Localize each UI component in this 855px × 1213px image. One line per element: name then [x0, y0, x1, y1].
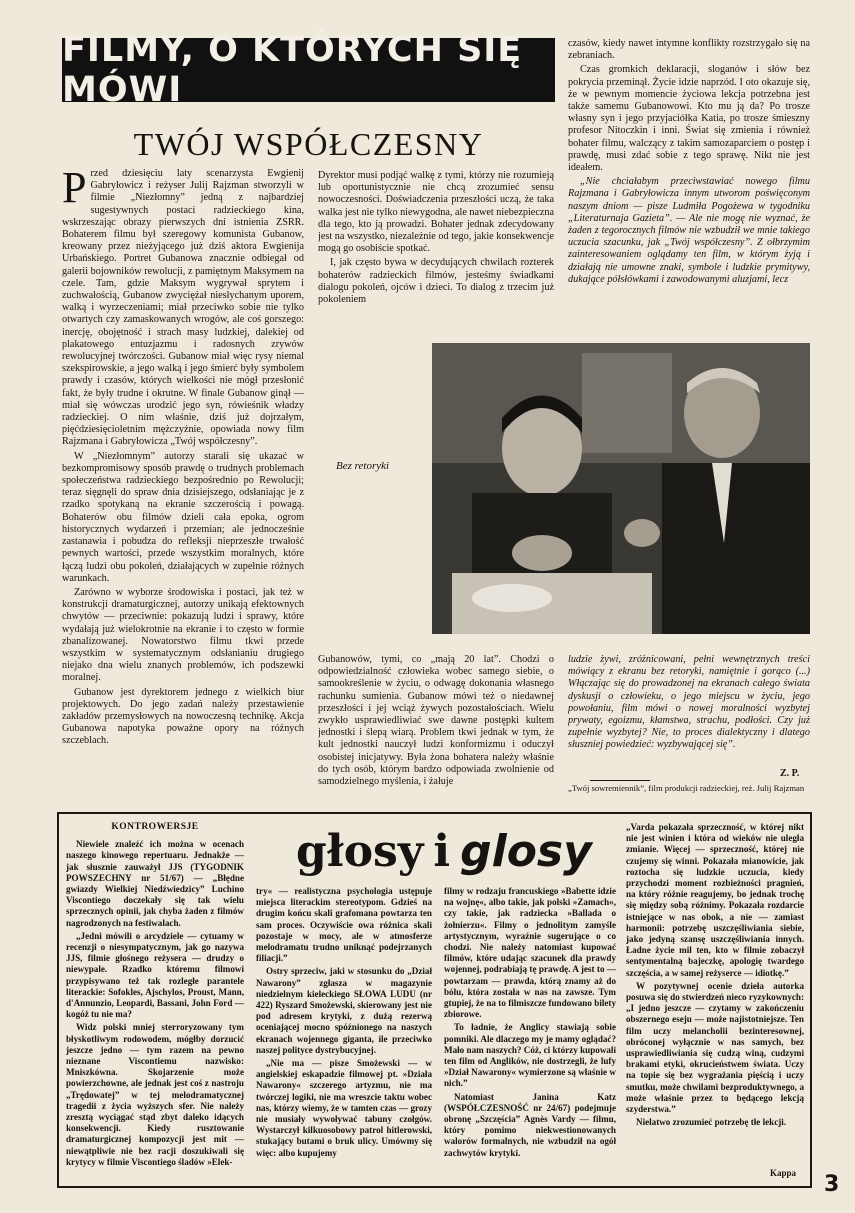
kontrowersje-heading: KONTROWERSJE [111, 822, 199, 832]
paragraph: To ładnie, że Anglicy stawiają sobie pomniki. Ale dlaczego my je mamy oglądać? Mało nam naszych? Cóż, ci którzy kupowali ten film od Anglików, nie dostrzegli, że lufy »Dział Nawarony« wymierzone są właśnie w nich.” [444, 1022, 616, 1089]
glosy-column-1 [66, 822, 244, 1178]
paragraph: Ostry sprzeciw, jaki w stosunku do „Dział Nawarony” zgłasza w magazynie niedzielnym kieleckiego SŁOWA LUDU (nr 422) Ryszard Smożewski, skierowany jest nie pod adresem krytyki, z dużą rezerwą oceniającej mocno spóźnionego na naszych ekranach wojennego giganta, ile przeciwko naszej polityce dystrybucyjnej. [256, 966, 432, 1055]
glosy-column-2 [256, 886, 432, 1178]
paragraph: Natomiast Janina Katz (WSPÓŁCZESNOŚĆ nr 24/67) podejmuje obronę „Szczęścia” Agnès Vardy — filmu, który pomimo niekwestionowanych walorów formalnych, nie wzbudził na ogół zachwytów krytyki. [444, 1091, 616, 1158]
glosy-signature: Kappa [770, 1168, 797, 1178]
photo-caption: Bez retoryki [336, 460, 390, 472]
glosy-column-3 [444, 886, 616, 1178]
article-column-2-top [318, 170, 554, 340]
author-signature: Z. P. [780, 768, 800, 779]
section-banner: FILMY, O KTÓRYCH SIĘ MÓWI [62, 38, 555, 102]
quote-paragraph: ludzie żywi, zróżnicowani, pełni wewnętrznych treści mówiący z ekranu bez retoryki, namiętnie i gorąco (...) Włączając się do prowadzonej na ekranach całego świata dyskusji o człowieku, o jego miejscu w życiu, jego powołaniu, film mówi o nowej moralności wyzbytej prywaty, egoizmu, kłamstwa, strachu, podłości. Czy już zupełnie wyzbytej? Nie, to proces dialektyczny i dlatego słuszniej powiedzieć: wyzbywającej się”. [568, 654, 810, 751]
quote-paragraph: „Nie chciałabym przeciwstawiać nowego filmu Rajzmana i Gabryłowicza innym utworom poświęconym naszym dniom — pisze Ludmiła Pogożewa w tygodniku „Literaturnaja Gazieta”. — Ale nie mogę nie wyznać, że żaden z tegorocznych filmów nie wzbudził we mnie takiego uczucia szacunku, jak „Twój współczesny”. Z ołbrzymim zainteresowaniem oglądamy ten film, w którym żyją i działają nie umowne znaki, symbole i ludzkie prymitywy, dukające półsłówkami i zawodowanymi aluzjami, lecz [568, 176, 810, 285]
paragraph: W „Niezłomnym” autorzy starali się ukazać w bezkompromisowy sposób prawdę o trudnych problemach społeczeństwa radzieckiego bezpośrednio po Rewolucji; teraz sięgnęli do spraw dnia dzisiejszego, odsłaniając je z rzadko spotykaną na ekranie szczerością i powagą. Bohaterów obu filmów dzieli cała epoka, ogrom historycznych wydarzeń i przemian; ale jednocześnie zastanawia i pobudza do refleksji nieprzeszłe trwałość pewnych wartości, przede wszystkim moralnych, które łączą ludzi obu pokoleń, działających w zupełnie różnych warunkach. [62, 450, 304, 584]
paragraph: try« — realistyczna psychologia ustępuje miejsca literackim stereotypom. Gdzieś na drugim końcu skali grafomana powtarza ten sam proces. Oczywiście owa różnica skali pozostaje w mocy, ale w atmosferze melodramatu trudno uniknąć podejrzanych filiacji.” [256, 886, 432, 964]
drop-cap: P [62, 168, 87, 212]
film-still-illustration [432, 343, 810, 634]
paragraph: Zarówno w wyborze środowiska i postaci, jak też w konstrukcji dramaturgicznej, autorzy unikają efektownych chwytów — przeciwnie: pokazują ludzi i sprawy, które wydałają już wielokrotnie na ekranie i to często w formie zbanalizowanej. Nowatorstwo filmu tkwi przede wszystkim w systematycznym odsłanianiu drugiego niejako dna wielu znanych problemów, ich podszewki moralnej. [62, 586, 304, 684]
glosy-word-3: glosy [460, 825, 592, 877]
article-column-2-bottom [318, 654, 554, 804]
glosy-word-1: głosy [296, 825, 424, 877]
credit-divider [590, 780, 650, 781]
paragraph: Czas gromkich deklaracji, sloganów i słów bez pokrycia przeminął. Życie idzie naprzód. I oto okazuje się, że w pewnym momencie życiowa lekcja potrzebna jest także samemu Gubanowowi. Kto mu ją da? Po trosze własny syn i jego przyjaciółka Katia, po trosze śmieszny profesor Nitoczkin i inni. Świat się zmienia i również bohater filmu, walczący z takim samozaparciem o postęp i prawdę, musi zdać sobie z tego sprawę. Nikt nie jest ideałem. [568, 64, 810, 174]
article-column-1 [62, 168, 304, 798]
page-number: 3 [824, 1172, 840, 1197]
paragraph: Gubanow jest dyrektorem jednego z wielkich biur projektowych. Do jego zadań należy przestawienie zakładów przemysłowych na nowoczesną technikę. Akcja Gubanowa napotyka poważne opory na różnych szczeblach. [62, 686, 304, 747]
paragraph: „Varda pokazała sprzeczność, w której nikt nie jest winien i która od wieków nie uległa zmianie. Więcej — sprzeczność, której nie czujemy się winni. Pokazała mianowicie, jak roztocha się ludzkie uczucia, kiedy przychodzi moment rozbieżności pragnień, na który różnie reagujemy, bo jednak trochę się między sobą różnimy. Pokazała rozdarcie istniejące w nas obok, a nie — zamiast harmonii: potrzebę uszczęśliwiania siebie, jako jedyną szansę uszczęśliwiania innych. Ładne życie mil ten, kto w filmie zobaczył sentymentalną bajeczkę, apologię twardego szczęścia, a w samej reżyserce — idiotkę.” [626, 822, 804, 978]
paragraph: I, jak często bywa w decydujących chwilach rozterek bohaterów radzieckich filmów, jesteśmy świadkami dialogu pokoleń, ojców i dzieci. To dialog z trzecim już pokoleniem [318, 257, 554, 306]
glosy-word-2: i [433, 825, 451, 877]
paragraph: filmy w rodzaju francuskiego »Babette idzie na wojnę«, albo takie, jak polski »Zamach«, czy takie, jak radziecka »Ballada o żołnierzu«. Filmy o jednolitym zamyśle artystycznym, wyraźnie sugerujące o co chodzi. Nie należy natomiast kupować filmów, które udając szacunek dla prawdy wojennej, podrabiają tę prawdę. A jest to — powtarzam — prawda, którą znamy aż do bólu, która została w nas na zawsze. Tym gtupiej, że na to filmiszcze fundowano bilety zbiorowe. [444, 886, 616, 1020]
article-title: TWÓJ WSPÓŁCZESNY [133, 126, 484, 162]
paragraph: Widz polski mniej sterroryzowany tym błyskotliwym rodowodem, mógłby dorzucić jeszcze jedno — tym razem na pewno nieznane Viscontiemu nazwisko: Mniszkówna. Skojarzenie może powierzchowne, ale jednak jest coś z nastroju „Trędowatej” w tej melodramatycznej tragedii z życia wyższych sfer. Nie należy zresztą wyciągać stąd zbyt daleko idących konsekwencji. Kiedy rusztowanie dramaturgicznej kompozycji jest mit — niewątpliwie nie bez racji doszukiwali się krytycy w filmie Viscontiego śladów »Elek- [66, 1022, 244, 1167]
paragraph: „Jedni mówili o arcydziele — cytuamy w recenzji o niesympatycznym, jak go nazywa JJS, filmie głośnego reżysera — drudzy o niewypale. Rzadko któremu filmowi przypisywano też tak rozległe parantele literackie: Sofokles, Ajschylos, Proust, Mann, d'Annunzio, Leopardi, Bassani, John Ford — kogóż tu nie ma? [66, 930, 244, 1020]
paragraph: rzed dziesięciu laty scenarzysta Ewgienij Gabryłowicz i reżyser Julij Rajzman stworzyli w filmie „Niezłomny” jedną z najbardziej sugestywnych postaci radzieckiego kina, wskrzeszając obrazy pierwszych dni istnienia ZSRR. Bohaterem filmu był szeregowy komunista Gubanow, kreowany przez nieżyjącego już dziś aktora Ewgienija Urbańskiego. Portret Gubanowa znacznie odbiegał od galerii bojowników rewolucji, z pamiętnym Maksymem na czele. Tam, gdzie Maksym wygrywał sprytem i zuchwałością, Gubanow zwyciężał niesłychanym uporem, walką i wyrzeczeniami; miał przeciwko sobie nie tylko otwartych czy zamaskowanych wrogów, ale coś gorszego: inercję, obojętność i strach masy ludzkiej, dalekiej od plakatowego entuzjazmu i radosnych zrywów rewolucyjnej twórczości. Gubanow miał więc rysy niemal szekspirowskie, a jego walką i jego śmierć były symbolem prawdy i czasów, których wielkości nie mógł przesłonić fakt, że były trudne i okrutne. W finale Gubanow ginął — miał się wówczas urodzić jego syn, rówieśnik władzy radzieckiej. O nim właśnie, dziś już dojrzałym, pięćdziesięcioletnim mężczyźnie, opowiada nowy film Rajzmana i Gabryłowicza „Twój współczesny”. [62, 168, 304, 448]
paragraph: „Nie ma — pisze Smożewski — w angielskiej eskapadzie filmowej pt. »Działa Nawarony« szczerego artyzmu, nie ma twórczej logiki, nie ma wreszcie taktu wobec nas, którzy wiemy, że w tamten czas — grozy nie musiały wywoływać tabuny czołgów. Wystarczył kilkuosobowy patrol hitlerowski, stukający butami o bruk ulicy. Umówmy się więc: albo kupujemy [256, 1058, 432, 1158]
film-credit: „Twój sowremiennik”, film produkcji radzieckiej, reż. Julij Rajzman [568, 783, 805, 793]
article-column-3-top [568, 38, 810, 340]
paragraph: czasów, kiedy nawet intymne konflikty rozstrzygało się na zebraniach. [568, 38, 810, 62]
paragraph: Niewiele znaleźć ich można w ocenach naszego kinowego repertuaru. Jednakże — jak słusznie zauważył JJS (TYGODNIK POWSZECHNY nr 51/67) — „Błędne gwiazdy Wielkiej Niedźwiedzicy” Luchino Viscontiego doczekały się tak wielu sprzecznych opinii, jak chyba żaden z filmów nagrodzonych na festiwalach. [66, 839, 244, 928]
paragraph: Dyrektor musi podjąć walkę z tymi, którzy nie rozumieją lub oportunistycznie nie chcą zrozumieć sensu nowoczesności. Doświadczenia przeszłości uczą, że taka walka jest nie tylko niewygodna, ale nawet niebezpieczna dla tego, kto ją prowadzi. Bohater jednak zdecydowany jest na wszystko, niezależnie od tego, jakie konsekwencje mogą go osobiście spotkać. [318, 170, 554, 255]
paragraph: Gubanowów, tymi, co „mają 20 lat”. Chodzi o odpowiedzialność człowieka wobec samego siebie, o samookreślenie w życiu, o odwagę dokonania własnego rachunku sumienia. Gubanow mówi też o niedawnej przeszłości i jej wciąż żywych pozostałościach. Wielu zwykło usprawiedliwiać swe dawne postępki kultem jednostki i ślepą wiarą. Problem tkwi jednak w tym, że kult jednostki nauczył ludzi konformizmu i oduczył osobistej inicjatywy. Była żona bohatera należy właśnie do tych osób, którym bardzo odpowiada zwolnienie od samodzielnego myślenia, i żałuje [318, 654, 554, 788]
film-still-photo [432, 343, 810, 634]
glosy-column-4 [626, 822, 804, 1168]
article-column-3-bottom [568, 654, 810, 766]
paragraph: W pozytywnej ocenie dzieła autorka posuwa się do stwierdzeń nieco ryzykownych: „I jedno jeszcze — czytamy w zakończeniu obszernego eseju — może najistotniejsze. Ten film uczy melancholii bezinteresownej, obróconej wyłącznie w nas samych, bez usprawiedliwiania się cudzą winą, cudzymi brakami etyki, okrucieństwem świata. Uczy na topie się bez wygrażania pięścią i uczy smutku, może chwilami bezproduktywnego, a może właśnie przez to będącego lekcją szyderstwa.” [626, 980, 804, 1115]
glosy-heading [296, 823, 596, 879]
paragraph: Nielatwo zrozumieć potrzebę tłe lekcji. [636, 1117, 787, 1128]
